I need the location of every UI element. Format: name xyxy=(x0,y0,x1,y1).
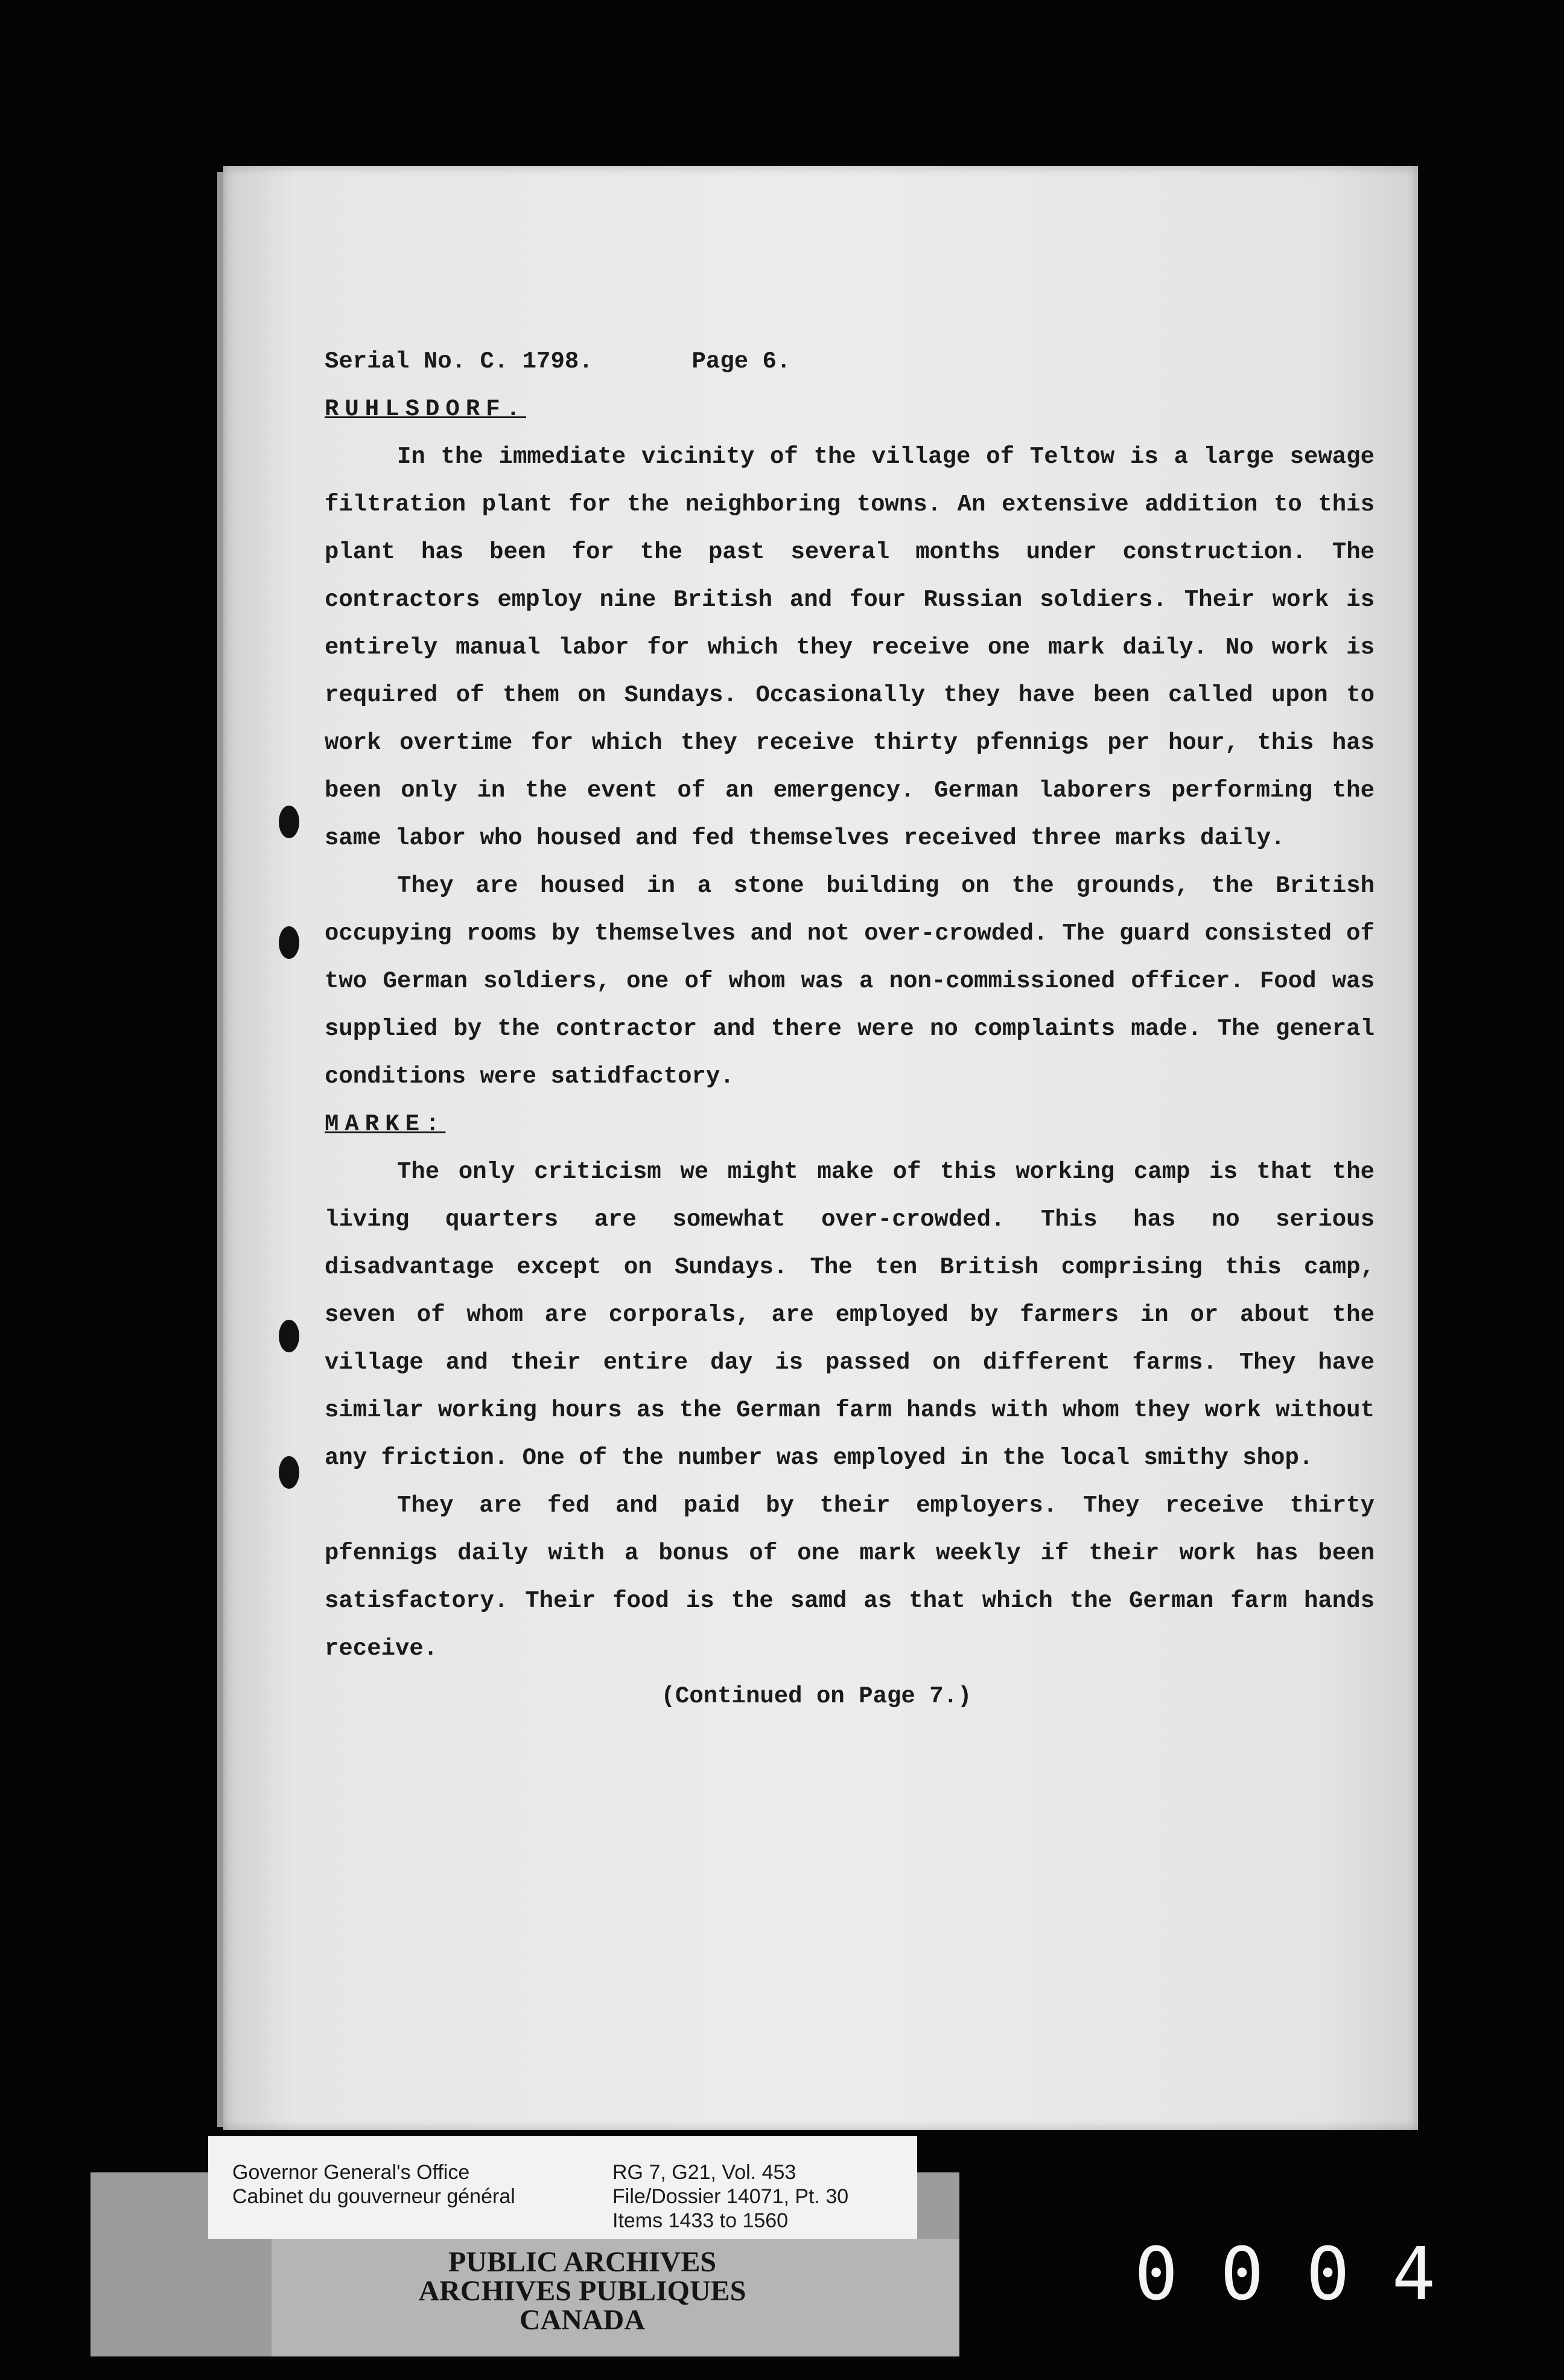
continued-note: (Continued on Page 7.) xyxy=(661,1683,972,1710)
paragraph: In the immediate vicinity of the village of Teltow is a large sewage filtration plant for the neighboring towns. An extensive addition to this plant has been for the past several months under construction. The contractors employ nine British and four Russian soldiers. Their work is entirely manual labor for which they receive one mark daily. No work is required of them on Sundays. Occasionally they have been called upon to work overtime for which they receive thirty pfennigs per hour, this has been only in the event of an emergency. German laborers performing the same labor who housed and fed themselves received three marks daily. xyxy=(325,444,1375,851)
file-dossier: File/Dossier 14071, Pt. 30 xyxy=(612,2185,849,2208)
office-english: Governor General's Office xyxy=(232,2161,470,2184)
frame-number: 0004 xyxy=(1134,2233,1478,2317)
paragraph: The only criticism we might make of this working camp is that the living quarters are somewhat over-crowded. This has no serious disadvantage except on Sundays. The ten British comprising this camp, seven of whom are corporals, are employed by farmers in or about the village and their entire day is passed on different farms. They have similar working hours as the German farm hands with whom they work without any friction. One of the number was employed in the local smithy shop. xyxy=(325,1159,1375,1471)
punch-hole-1 xyxy=(279,806,299,838)
serial-number: Serial No. C. 1798. xyxy=(325,348,593,375)
items-range: Items 1433 to 1560 xyxy=(612,2209,789,2232)
page-number: Page 6. xyxy=(691,348,791,375)
archive-office xyxy=(232,2160,515,2209)
punch-hole-2 xyxy=(279,926,299,959)
page-header xyxy=(325,338,1375,386)
stamp-line-1: PUBLIC ARCHIVES xyxy=(448,2246,717,2278)
punch-hole-3 xyxy=(279,1320,299,1352)
section-title-marke: MARKE: xyxy=(325,1111,446,1138)
letter-body xyxy=(325,338,1375,1720)
punch-hole-4 xyxy=(279,1456,299,1489)
archives-stamp xyxy=(389,2248,775,2335)
record-group: RG 7, G21, Vol. 453 xyxy=(612,2161,796,2184)
office-french: Cabinet du gouverneur général xyxy=(232,2185,515,2208)
paragraph: They are housed in a stone building on the grounds, the British occupying rooms by themselves and not over-crowded. The guard consisted of two German soldiers, one of whom was a non-commissioned officer. Food was supplied by the contractor and there were no complaints made. The general conditions were satidfactory. xyxy=(325,873,1375,1090)
paragraph: They are fed and paid by their employers. They receive thirty pfennigs daily with a bonus of one mark weekly if their work has been satisfactory. Their food is the samd as that which the German farm hands receive. xyxy=(325,1492,1375,1662)
stamp-line-2: ARCHIVES PUBLIQUES xyxy=(418,2275,746,2307)
stamp-line-3: CANADA xyxy=(520,2304,645,2336)
section-title-ruhlsdorf: RUHLSDORF. xyxy=(325,396,527,422)
archive-label xyxy=(208,2136,917,2239)
archive-reference xyxy=(612,2160,848,2233)
